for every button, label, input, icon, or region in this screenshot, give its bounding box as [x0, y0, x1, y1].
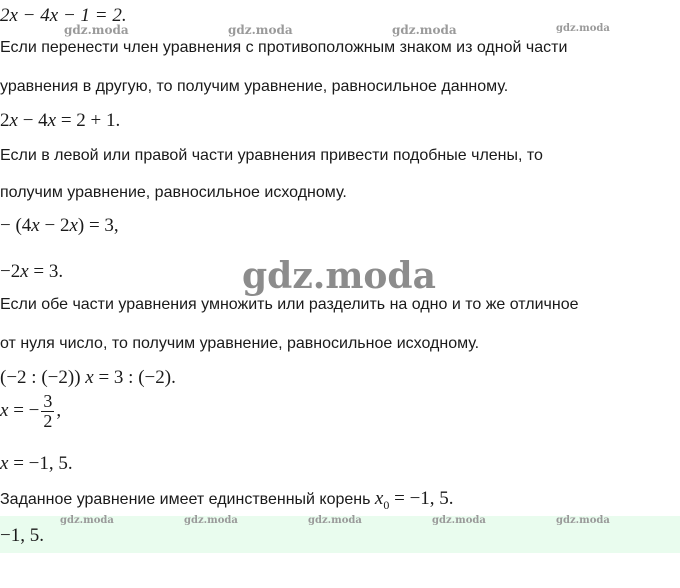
conclusion-label: Заданное уравнение имеет единственный корень	[0, 491, 371, 508]
rule-text: уравнения в другую, то получим уравнение, равносильное данному.	[0, 78, 509, 95]
equation-line: − (4x − 2x) = 3,	[0, 215, 119, 236]
watermark: gdz.moda	[308, 515, 362, 526]
watermark-large: gdz.moda	[242, 255, 436, 297]
rule-text: Если в левой или правой части уравнения привести подобные члены, то	[0, 147, 543, 164]
answer-box	[0, 516, 680, 553]
rule-text: Если обе части уравнения умножить или разделить на одно и то же отличное	[0, 296, 579, 313]
equation-line-fraction: x = − $\frac{3}{2}$ ,	[0, 391, 62, 431]
watermark: gdz.moda	[556, 23, 610, 34]
fraction-numerator: 3	[43, 391, 53, 411]
equation-line: x = −1, 5.	[0, 453, 73, 474]
answer-value: −1, 5.	[0, 525, 44, 546]
watermark: gdz.moda	[432, 515, 486, 526]
watermark: gdz.moda	[392, 23, 457, 37]
equation-line: 2x − 4x = 2 + 1.	[0, 110, 121, 131]
watermark: gdz.moda	[64, 23, 129, 37]
root-expression: $x_0 = -1$, 5.	[374, 488, 454, 512]
rule-text: получим уравнение, равносильное исходному.	[0, 184, 347, 201]
conclusion-text	[0, 489, 454, 511]
fraction	[41, 392, 54, 432]
watermark: gdz.moda	[60, 515, 114, 526]
watermark: gdz.moda	[556, 515, 610, 526]
punctuation: ,	[56, 400, 62, 422]
fraction-denominator: 2	[43, 410, 53, 431]
rule-text: Если перенести член уравнения с противоположным знаком из одной части	[0, 39, 568, 56]
equation-line: −2x = 3.	[0, 261, 64, 282]
equation-line: (−2 : (−2)) x = 3 : (−2).	[0, 367, 176, 388]
watermark: gdz.moda	[184, 515, 238, 526]
equation-line: 2x − 4x − 1 = 2.	[0, 5, 127, 26]
watermark: gdz.moda	[228, 23, 293, 37]
rule-text: от нуля число, то получим уравнение, равносильное исходному.	[0, 335, 480, 352]
